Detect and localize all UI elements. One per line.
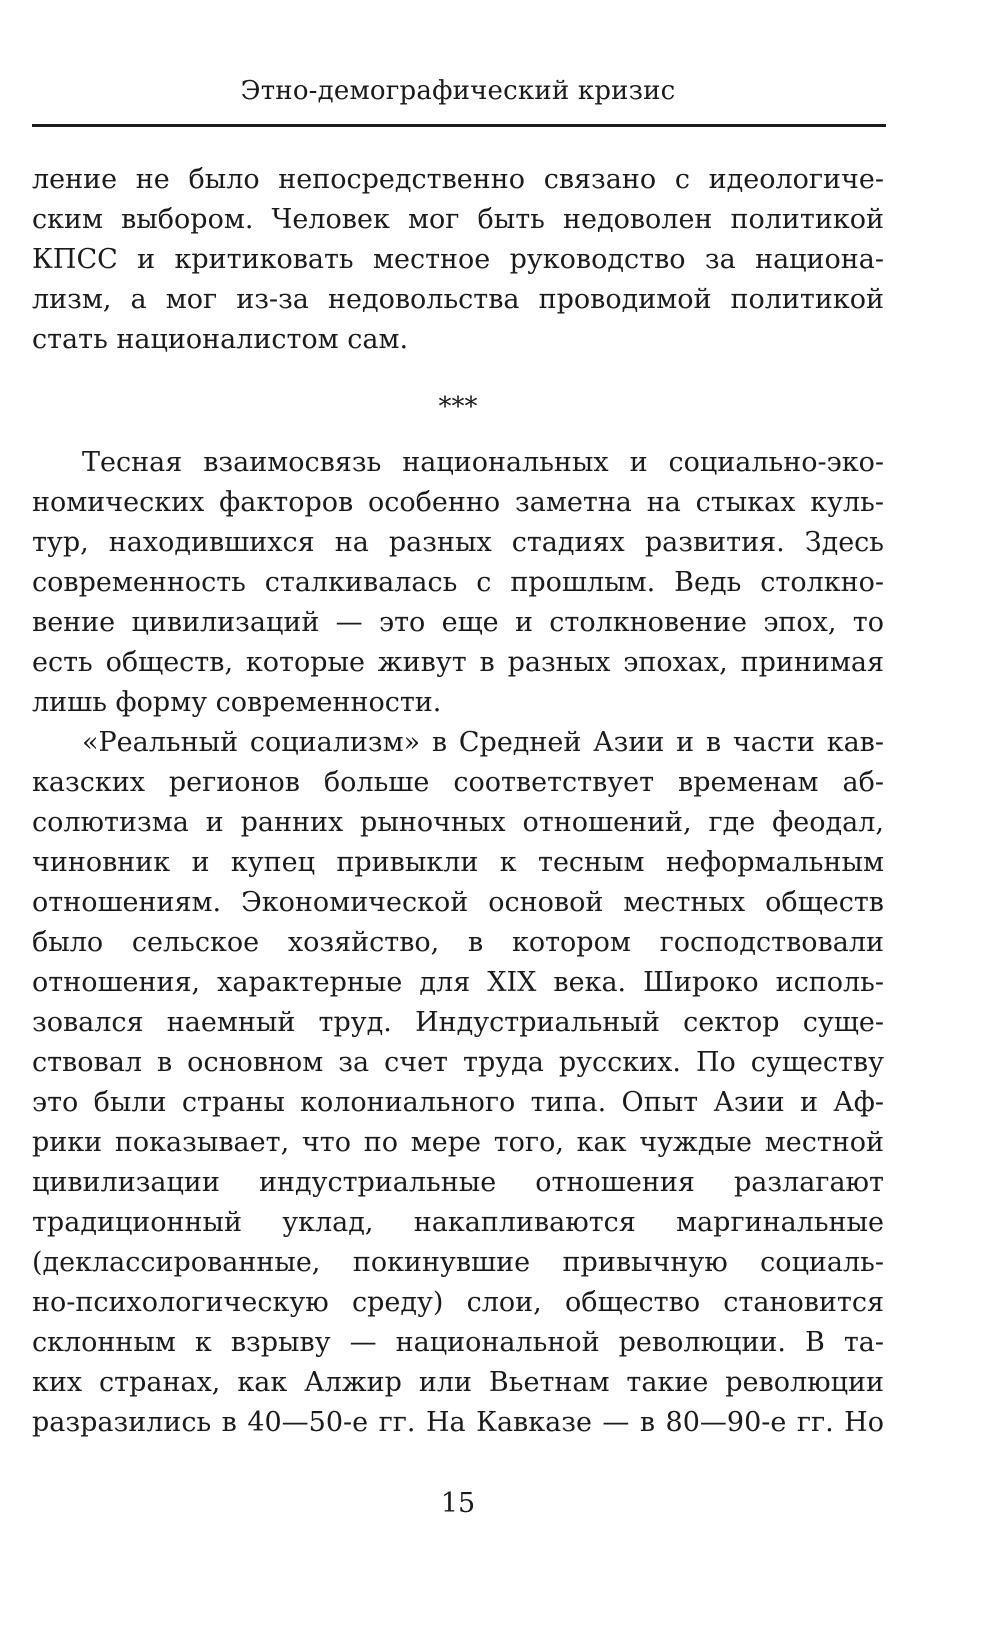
paragraph-3-line: отношения, характерные для XIX века. Широко исполь- xyxy=(32,967,884,998)
paragraph-3-line: солютизма и ранних рыночных отношений, где феодал, xyxy=(32,807,884,838)
paragraph-2-line: есть обществ, которые живут в разных эпохах, принимая xyxy=(32,647,884,678)
paragraph-1-line: лизм, а мог из-за недовольства проводимой политикой xyxy=(32,284,884,315)
paragraph-3-line: но-психологическую среду) слои, общество становится xyxy=(32,1287,884,1318)
paragraph-2-line: вение цивилизаций — это еще и столкновение эпох, то xyxy=(32,607,884,638)
section-separator: *** xyxy=(438,392,478,422)
paragraph-3-line: чиновник и купец привыкли к тесным неформальным xyxy=(32,847,884,878)
paragraph-3-line: цивилизации индустриальные отношения разлагают xyxy=(32,1167,884,1198)
paragraph-1-line: ским выбором. Человек мог быть недоволен политикой xyxy=(32,204,884,235)
running-header-title: Этно-демографический кризис xyxy=(240,76,676,106)
paragraph-3-line: отношениям. Экономической основой местных обществ xyxy=(32,887,884,918)
paragraph-3-line: ствовал в основном за счет труда русских. По существу xyxy=(32,1047,884,1078)
paragraph-2-line: лишь форму современности. xyxy=(32,687,442,718)
paragraph-1-line: ление не было непосредственно связано с идеологиче- xyxy=(32,164,884,195)
paragraph-3-line: традиционный уклад, накапливаются маргинальные xyxy=(32,1207,884,1238)
paragraph-3-line: было сельское хозяйство, в котором господствовали xyxy=(32,927,884,958)
paragraph-2-line: тур, находившихся на разных стадиях развития. Здесь xyxy=(32,527,884,558)
paragraph-3-line: зовался наемный труд. Индустриальный сектор суще- xyxy=(32,1007,884,1038)
paragraph-1-line: КПСС и критиковать местное руководство за национа- xyxy=(32,244,884,275)
paragraph-2-line: Тесная взаимосвязь национальных и социально-эко- xyxy=(82,447,884,478)
paragraph-3-line: «Реальный социализм» в Средней Азии и в части кав- xyxy=(82,727,884,758)
paragraph-3-line: рики показывает, что по мере того, как чуждые местной xyxy=(32,1127,884,1158)
page-number: 15 xyxy=(440,1488,476,1519)
header-rule xyxy=(32,124,886,127)
paragraph-3-line: разразились в 40—50-е гг. На Кавказе — в 80—90-е гг. Но xyxy=(32,1407,884,1438)
paragraph-3-line: склонным к взрыву — национальной революции. В та- xyxy=(32,1327,884,1358)
paragraph-2-line: современность сталкивалась с прошлым. Ведь столкно- xyxy=(32,567,884,598)
paragraph-3-line: ких странах, как Алжир или Вьетнам такие революции xyxy=(32,1367,884,1398)
paragraph-3-line: казских регионов больше соответствует временам аб- xyxy=(32,767,884,798)
paragraph-2-line: номических факторов особенно заметна на стыках куль- xyxy=(32,487,884,518)
paragraph-1-line: стать националистом сам. xyxy=(32,324,409,355)
paragraph-3-line: это были страны колониального типа. Опыт Азии и Аф- xyxy=(32,1087,884,1118)
paragraph-3-line: (деклассированные, покинувшие привычную социаль- xyxy=(32,1247,884,1278)
